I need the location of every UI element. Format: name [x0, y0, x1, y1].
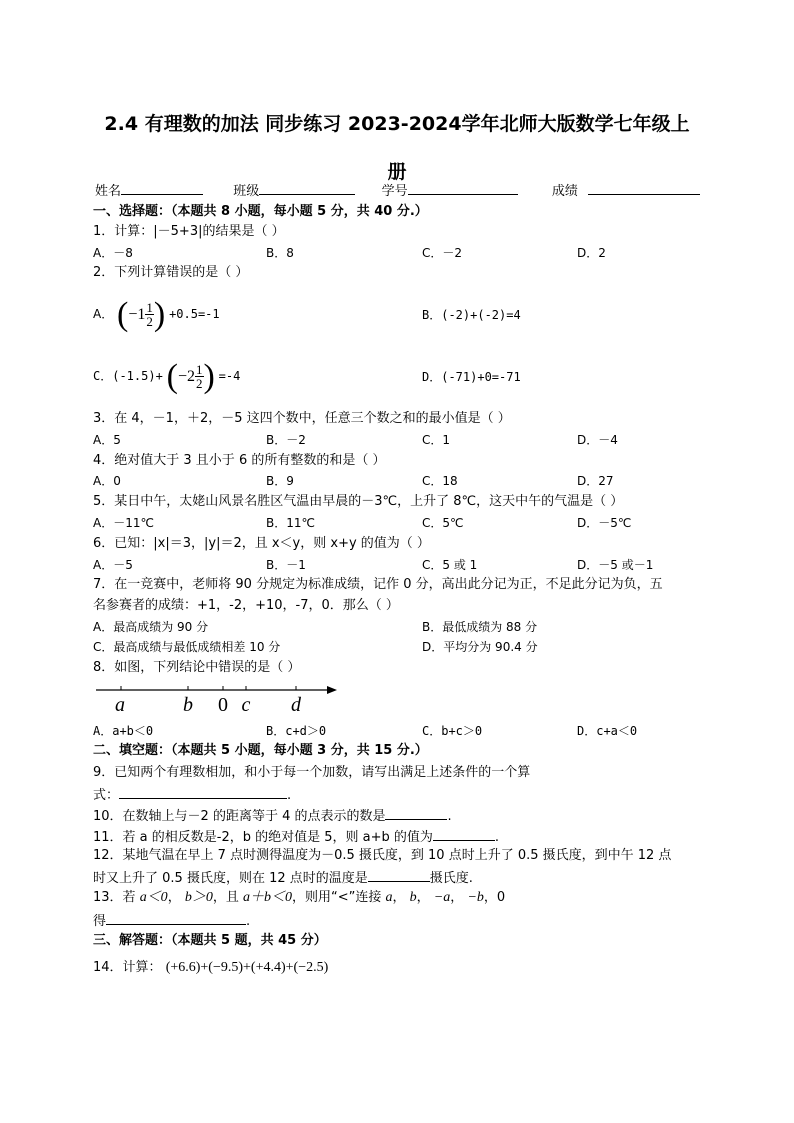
- question-12-line-1: 12．某地气温在早上 7 点时测得温度为－0.5 摄氏度，到 10 点时上升了 0.5 摄氏度，到中午 12 点: [93, 848, 672, 863]
- q6-option-d: D．－5 或－1: [577, 558, 654, 572]
- question-11: 11．若 a 的相反数是-2，b 的绝对值是 5，则 a+b 的值为 .: [93, 827, 499, 847]
- q1-option-a: A．－8: [93, 246, 133, 260]
- label-zero: 0: [218, 694, 228, 716]
- q1-option-b: B．8: [266, 246, 294, 260]
- q8-option-c: C．b+c＞0: [422, 724, 483, 738]
- q6-option-b: B．－1: [266, 558, 306, 572]
- q2-a-suffix: +0.5=-1: [169, 307, 220, 321]
- q2-c-suffix: =-4: [218, 369, 241, 383]
- section-2-heading: 二、填空题：（本题共 5 小题，每小题 3 分，共 15 分.）: [93, 743, 428, 758]
- q4-option-c: C．18: [422, 474, 458, 488]
- label-d: d: [291, 694, 301, 716]
- question-13-line-2: 得 .: [93, 911, 250, 931]
- q7-option-c: C．最高成绩与最低成绩相差 10 分: [93, 640, 281, 654]
- q3-option-c: C．1: [422, 433, 451, 447]
- question-7-stem-line-2: 名参赛者的成绩：+1，-2，+10，-7，0．那么（ ）: [93, 598, 399, 613]
- q13-answer-blank[interactable]: [106, 911, 246, 925]
- q11-answer-blank[interactable]: [433, 827, 495, 841]
- question-1-stem: 1．计算：|－5+3|的结果是（ ）: [93, 224, 285, 239]
- label-a: a: [115, 694, 125, 716]
- class-field[interactable]: [259, 181, 355, 195]
- q2-a-prefix: A．: [93, 307, 114, 321]
- class-label: 班级: [233, 184, 260, 199]
- q3-option-b: B．－2: [266, 433, 306, 447]
- question-6-stem: 6．已知：|x|＝3，|y|＝2，且 x＜y，则 x+y 的值为（ ）: [93, 536, 430, 551]
- question-10: 10．在数轴上与－2 的距离等于 4 的点表示的数是 .: [93, 806, 452, 826]
- q2-a-mixed-number: ( −1 $\frac{1}{2}$ ): [117, 295, 166, 333]
- q4-option-b: B．9: [266, 474, 294, 488]
- question-2-stem: 2．下列计算错误的是（ ）: [93, 265, 249, 280]
- q3-option-a: A．5: [93, 433, 121, 447]
- name-field[interactable]: [121, 181, 203, 195]
- title-line-1: 2.4 有理数的加法 同步练习 2023-2024学年北师大版数学七年级上: [104, 113, 690, 135]
- id-field[interactable]: [408, 181, 518, 195]
- score-field[interactable]: [588, 181, 700, 195]
- q7-option-b: B．最低成绩为 88 分: [422, 620, 538, 634]
- q2-option-d: D．(-71)+0=-71: [422, 370, 521, 384]
- question-14: 14．计算： (+6.6)+(−9.5)+(+4.4)+(−2.5): [93, 960, 329, 975]
- q13-condition-a: a＜0: [139, 890, 168, 905]
- q1-option-c: C．－2: [422, 246, 463, 260]
- q4-option-a: A．0: [93, 474, 121, 488]
- number-line-arrow: [327, 686, 337, 694]
- id-label: 学号: [381, 184, 408, 199]
- q7-option-d: D．平均分为 90.4 分: [422, 640, 538, 654]
- q2-c-mixed-number: ( −2 $\frac{1}{2}$ ): [166, 357, 215, 395]
- q12-answer-blank[interactable]: [368, 868, 430, 882]
- section-1-heading: 一、选择题：（本题共 8 小题，每小题 5 分，共 40 分.）: [93, 204, 428, 219]
- q8-option-a: A．a+b＜0: [93, 724, 154, 738]
- q8-option-d: D．c+a＜0: [577, 724, 638, 738]
- q2-option-a: [93, 294, 220, 334]
- q13-condition-sum: a＋b＜0: [243, 890, 292, 905]
- q5-option-d: D．－5℃: [577, 516, 632, 530]
- q2-option-c: [93, 356, 240, 396]
- name-label: 姓名: [95, 184, 122, 199]
- q8-option-b: B．c+d＞0: [266, 724, 327, 738]
- q5-option-b: B．11℃: [266, 516, 315, 530]
- q2-option-b: B．(-2)+(-2)=4: [422, 308, 521, 322]
- q6-option-c: C．5 或 1: [422, 558, 478, 572]
- label-c: c: [241, 694, 251, 716]
- q5-option-a: A．－11℃: [93, 516, 154, 530]
- question-12-line-2: 时又上升了 0.5 摄氏度，则在 12 点时的温度是 摄氏度.: [93, 868, 473, 888]
- q4-option-d: D．27: [577, 474, 614, 488]
- question-9-line-1: 9．已知两个有理数相加，和小于每一个加数，请写出满足上述条件的一个算: [93, 765, 531, 780]
- question-13-line-1: 13．若 a＜0， b＞0，且 a＋b＜0，则用“<”连接 a， b， −a， −b，0: [93, 890, 506, 905]
- q13-condition-b: b＞0: [184, 890, 213, 905]
- q14-expression: (+6.6)+(−9.5)+(+4.4)+(−2.5): [165, 960, 329, 975]
- question-4-stem: 4．绝对值大于 3 且小于 6 的所有整数的和是（ ）: [93, 453, 386, 468]
- q10-answer-blank[interactable]: [385, 806, 447, 820]
- q1-option-d: D．2: [577, 246, 606, 260]
- student-info-row: [95, 181, 700, 201]
- question-8-stem: 8．如图，下列结论中错误的是（ ）: [93, 660, 301, 675]
- q7-option-a: A．最高成绩为 90 分: [93, 620, 209, 634]
- label-b: b: [183, 694, 193, 716]
- q5-option-c: C．5℃: [422, 516, 464, 530]
- title-line-2: 册: [387, 161, 407, 183]
- section-3-heading: 三、解答题：（本题共 5 题，共 45 分）: [93, 933, 327, 948]
- q9-answer-blank[interactable]: [119, 785, 287, 799]
- q3-option-d: D．－4: [577, 433, 618, 447]
- question-9-line-2: 式： .: [93, 785, 291, 805]
- question-3-stem: 3．在 4，－1，＋2，－5 这四个数中，任意三个数之和的最小值是（ ）: [93, 411, 511, 426]
- question-7-stem-line-1: 7．在一竞赛中，老师将 90 分规定为标准成绩，记作 0 分，高出此分记为正，不足此分记为负，五: [93, 577, 663, 592]
- number-line-figure: [93, 680, 343, 720]
- q2-c-prefix: C．(-1.5)+: [93, 369, 163, 383]
- score-label: 成绩: [551, 184, 578, 199]
- q6-option-a: A．－5: [93, 558, 133, 572]
- question-5-stem: 5．某日中午，太姥山风景名胜区气温由早晨的－3℃，上升了 8℃，这天中午的气温是（ ）: [93, 494, 624, 509]
